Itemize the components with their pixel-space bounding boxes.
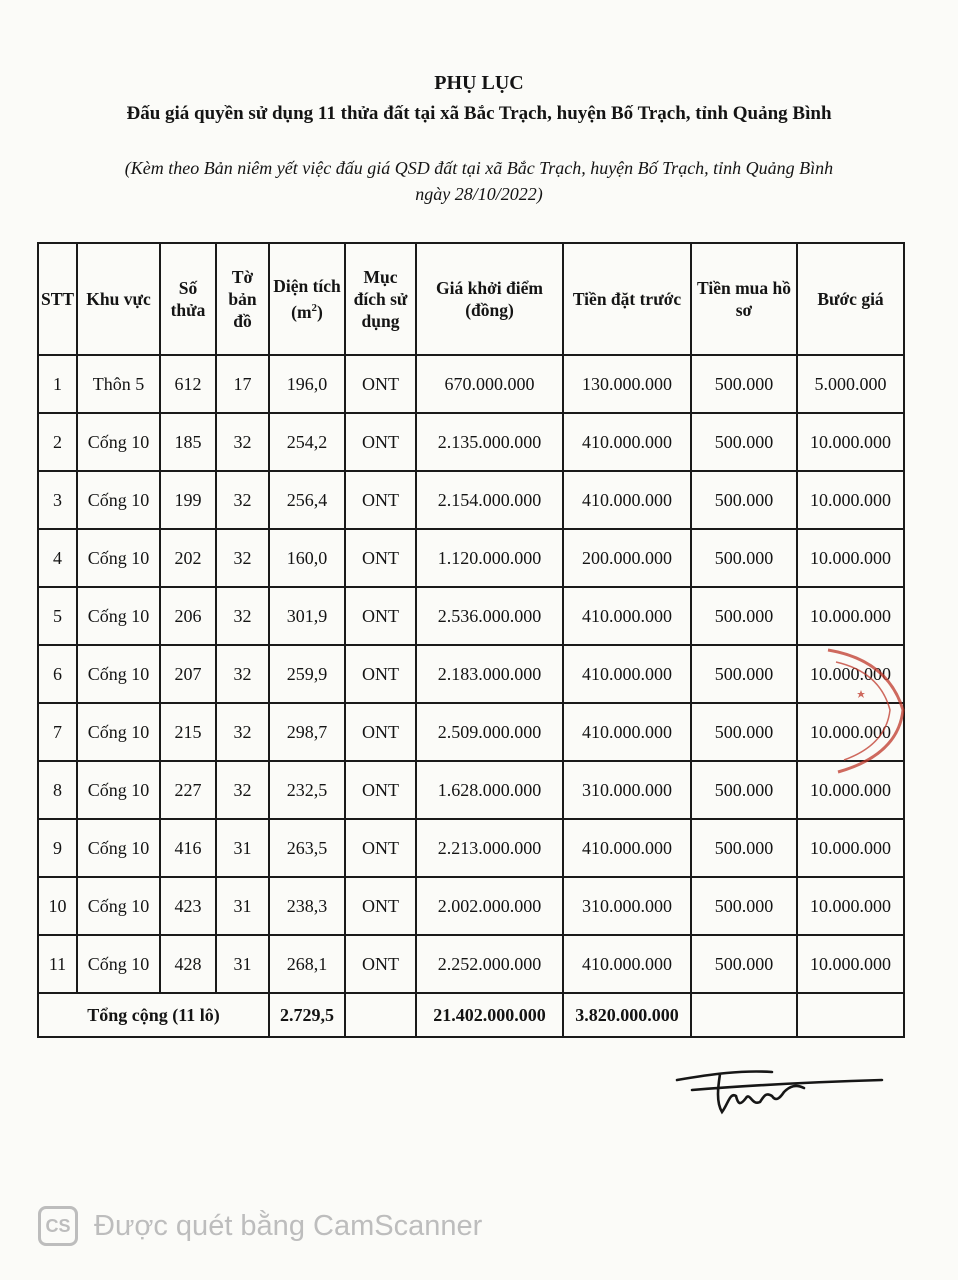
cell-khu-vuc: Cống 10: [77, 645, 160, 703]
cell-muc-dich: ONT: [345, 587, 416, 645]
table-row: [38, 877, 904, 935]
cell-muc-dich: ONT: [345, 761, 416, 819]
cell-so-thua: 612: [160, 355, 216, 413]
cell-khu-vuc: Cống 10: [77, 819, 160, 877]
cell-buoc-gia: 10.000.000: [797, 413, 904, 471]
cell-to-ban-do: 32: [216, 529, 269, 587]
cell-so-thua: 199: [160, 471, 216, 529]
cell-buoc-gia: 10.000.000: [797, 645, 904, 703]
page-title: PHỤ LỤC: [434, 72, 524, 94]
cell-muc-dich: ONT: [345, 529, 416, 587]
cell-tien-dat-truoc: 130.000.000: [563, 355, 691, 413]
cell-stt: 10: [38, 877, 77, 935]
cell-to-ban-do: 32: [216, 761, 269, 819]
cell-gia-khoi-diem: 2.213.000.000: [416, 819, 563, 877]
cell-tien-mua-ho-so: 500.000: [691, 761, 797, 819]
cell-dien-tich: 196,0: [269, 355, 345, 413]
cell-khu-vuc: Cống 10: [77, 703, 160, 761]
cell-so-thua: 227: [160, 761, 216, 819]
cell-to-ban-do: 32: [216, 587, 269, 645]
col-header-buoc-gia: Bước giá: [797, 243, 904, 355]
cell-tien-mua-ho-so: 500.000: [691, 587, 797, 645]
cell-tien-mua-ho-so: 500.000: [691, 935, 797, 993]
table-row: [38, 645, 904, 703]
col-header-dien-tich: [269, 243, 345, 355]
cell-buoc-gia: 10.000.000: [797, 935, 904, 993]
red-stamp: [818, 640, 918, 780]
cell-muc-dich: ONT: [345, 877, 416, 935]
cell-so-thua: 207: [160, 645, 216, 703]
table-header-row: [38, 243, 904, 355]
cell-khu-vuc: Cống 10: [77, 529, 160, 587]
cell-dien-tich: 238,3: [269, 877, 345, 935]
cell-tien-mua-ho-so: 500.000: [691, 877, 797, 935]
cell-gia-khoi-diem: 1.628.000.000: [416, 761, 563, 819]
cell-tien-dat-truoc: 310.000.000: [563, 877, 691, 935]
cell-stt: 4: [38, 529, 77, 587]
total-row: [38, 993, 904, 1037]
cell-buoc-gia: 10.000.000: [797, 529, 904, 587]
cell-tien-dat-truoc: 410.000.000: [563, 587, 691, 645]
total-gia-khoi-diem: 21.402.000.000: [416, 993, 563, 1037]
cell-khu-vuc: Cống 10: [77, 761, 160, 819]
cell-so-thua: 202: [160, 529, 216, 587]
cell-khu-vuc: Cống 10: [77, 587, 160, 645]
cell-tien-dat-truoc: 410.000.000: [563, 413, 691, 471]
col-header-tien-dat-truoc: Tiền đặt trước: [563, 243, 691, 355]
cell-buoc-gia: 10.000.000: [797, 471, 904, 529]
cell-stt: 7: [38, 703, 77, 761]
cell-dien-tich: 256,4: [269, 471, 345, 529]
cell-muc-dich: ONT: [345, 935, 416, 993]
cell-so-thua: 206: [160, 587, 216, 645]
table-row: [38, 761, 904, 819]
col-header-gia-khoi-diem: Giá khởi điểm (đồng): [416, 243, 563, 355]
cell-stt: 6: [38, 645, 77, 703]
cell-gia-khoi-diem: 2.135.000.000: [416, 413, 563, 471]
dien-tich-unit-close: ): [317, 301, 323, 322]
cell-buoc-gia: 10.000.000: [797, 761, 904, 819]
cell-to-ban-do: 32: [216, 471, 269, 529]
cell-dien-tich: 268,1: [269, 935, 345, 993]
cell-stt: 5: [38, 587, 77, 645]
cell-buoc-gia: 10.000.000: [797, 703, 904, 761]
table-row: [38, 529, 904, 587]
cell-khu-vuc: Cống 10: [77, 877, 160, 935]
table-row: [38, 587, 904, 645]
cell-tien-mua-ho-so: 500.000: [691, 645, 797, 703]
cell-tien-dat-truoc: 410.000.000: [563, 703, 691, 761]
table-row: [38, 935, 904, 993]
cell-to-ban-do: 31: [216, 935, 269, 993]
cell-stt: 3: [38, 471, 77, 529]
cell-to-ban-do: 31: [216, 819, 269, 877]
cell-muc-dich: ONT: [345, 819, 416, 877]
cell-tien-mua-ho-so: 500.000: [691, 529, 797, 587]
cell-stt: 2: [38, 413, 77, 471]
cell-dien-tich: 254,2: [269, 413, 345, 471]
cell-tien-mua-ho-so: 500.000: [691, 819, 797, 877]
cell-stt: 8: [38, 761, 77, 819]
attachment-date: ngày 28/10/2022): [415, 184, 543, 204]
dien-tich-unit-sup: 2: [311, 302, 318, 315]
cell-to-ban-do: 31: [216, 877, 269, 935]
table-row: [38, 471, 904, 529]
attachment-note: (Kèm theo Bản niêm yết việc đấu giá QSD đất tại xã Bắc Trạch, huyện Bố Trạch, tỉnh Quảng Bình: [124, 158, 834, 178]
cell-tien-mua-ho-so: 500.000: [691, 471, 797, 529]
handwritten-signature: [672, 1062, 892, 1122]
cell-stt: 1: [38, 355, 77, 413]
table-row: [38, 703, 904, 761]
camscanner-logo-icon: CS: [38, 1206, 78, 1246]
cell-gia-khoi-diem: 2.002.000.000: [416, 877, 563, 935]
camscanner-footer: [38, 1205, 482, 1247]
dien-tich-label: Diện tích: [273, 276, 341, 297]
page-subtitle: Đấu giá quyền sử dụng 11 thửa đất tại xã Bắc Trạch, huyện Bố Trạch, tỉnh Quảng Bình: [126, 103, 832, 124]
cell-so-thua: 416: [160, 819, 216, 877]
cell-dien-tich: 160,0: [269, 529, 345, 587]
table-row: [38, 413, 904, 471]
table-body: [38, 355, 904, 993]
cell-so-thua: 185: [160, 413, 216, 471]
table-row: [38, 819, 904, 877]
total-muc-dich: [345, 993, 416, 1037]
total-label: Tổng cộng (11 lô): [38, 993, 269, 1037]
cell-muc-dich: ONT: [345, 703, 416, 761]
total-buoc-gia: [797, 993, 904, 1037]
cell-dien-tich: 298,7: [269, 703, 345, 761]
col-header-tien-mua-ho-so: Tiền mua hồ sơ: [691, 243, 797, 355]
cell-tien-dat-truoc: 410.000.000: [563, 471, 691, 529]
cell-gia-khoi-diem: 2.252.000.000: [416, 935, 563, 993]
cell-muc-dich: ONT: [345, 471, 416, 529]
col-header-muc-dich: Mục đích sử dụng: [345, 243, 416, 355]
cell-khu-vuc: Cống 10: [77, 935, 160, 993]
cell-khu-vuc: Cống 10: [77, 471, 160, 529]
col-header-stt: STT: [38, 243, 77, 355]
table-row: [38, 355, 904, 413]
cell-to-ban-do: 17: [216, 355, 269, 413]
cell-gia-khoi-diem: 670.000.000: [416, 355, 563, 413]
cell-dien-tich: 259,9: [269, 645, 345, 703]
cell-so-thua: 215: [160, 703, 216, 761]
cell-dien-tich: 232,5: [269, 761, 345, 819]
cell-buoc-gia: 10.000.000: [797, 587, 904, 645]
cell-stt: 9: [38, 819, 77, 877]
cell-so-thua: 423: [160, 877, 216, 935]
cell-dien-tich: 263,5: [269, 819, 345, 877]
cell-gia-khoi-diem: 2.154.000.000: [416, 471, 563, 529]
cell-tien-dat-truoc: 310.000.000: [563, 761, 691, 819]
cell-gia-khoi-diem: 2.509.000.000: [416, 703, 563, 761]
cell-tien-dat-truoc: 410.000.000: [563, 819, 691, 877]
cell-tien-mua-ho-so: 500.000: [691, 703, 797, 761]
cell-dien-tich: 301,9: [269, 587, 345, 645]
total-tien-dat-truoc: 3.820.000.000: [563, 993, 691, 1037]
cell-gia-khoi-diem: 2.536.000.000: [416, 587, 563, 645]
cell-muc-dich: ONT: [345, 645, 416, 703]
cell-tien-dat-truoc: 200.000.000: [563, 529, 691, 587]
col-header-khu-vuc: Khu vực: [77, 243, 160, 355]
cell-to-ban-do: 32: [216, 413, 269, 471]
cell-buoc-gia: 5.000.000: [797, 355, 904, 413]
cell-muc-dich: ONT: [345, 355, 416, 413]
col-header-so-thua: Số thửa: [160, 243, 216, 355]
cell-tien-dat-truoc: 410.000.000: [563, 935, 691, 993]
cell-tien-mua-ho-so: 500.000: [691, 413, 797, 471]
cell-to-ban-do: 32: [216, 703, 269, 761]
total-tien-mua-ho-so: [691, 993, 797, 1037]
cell-gia-khoi-diem: 1.120.000.000: [416, 529, 563, 587]
cell-tien-mua-ho-so: 500.000: [691, 355, 797, 413]
cell-buoc-gia: 10.000.000: [797, 877, 904, 935]
total-dien-tich: 2.729,5: [269, 993, 345, 1037]
cell-to-ban-do: 32: [216, 645, 269, 703]
cell-khu-vuc: Cống 10: [77, 413, 160, 471]
dien-tich-unit: (m: [291, 301, 312, 322]
cell-muc-dich: ONT: [345, 413, 416, 471]
cell-buoc-gia: 10.000.000: [797, 819, 904, 877]
camscanner-text: Được quét bằng CamScanner: [94, 1209, 483, 1242]
cell-gia-khoi-diem: 2.183.000.000: [416, 645, 563, 703]
document-header: [0, 70, 958, 206]
auction-table: [37, 242, 905, 1038]
col-header-to-ban-do: Tờ bản đồ: [216, 243, 269, 355]
cell-khu-vuc: Thôn 5: [77, 355, 160, 413]
cell-so-thua: 428: [160, 935, 216, 993]
cell-tien-dat-truoc: 410.000.000: [563, 645, 691, 703]
cell-stt: 11: [38, 935, 77, 993]
